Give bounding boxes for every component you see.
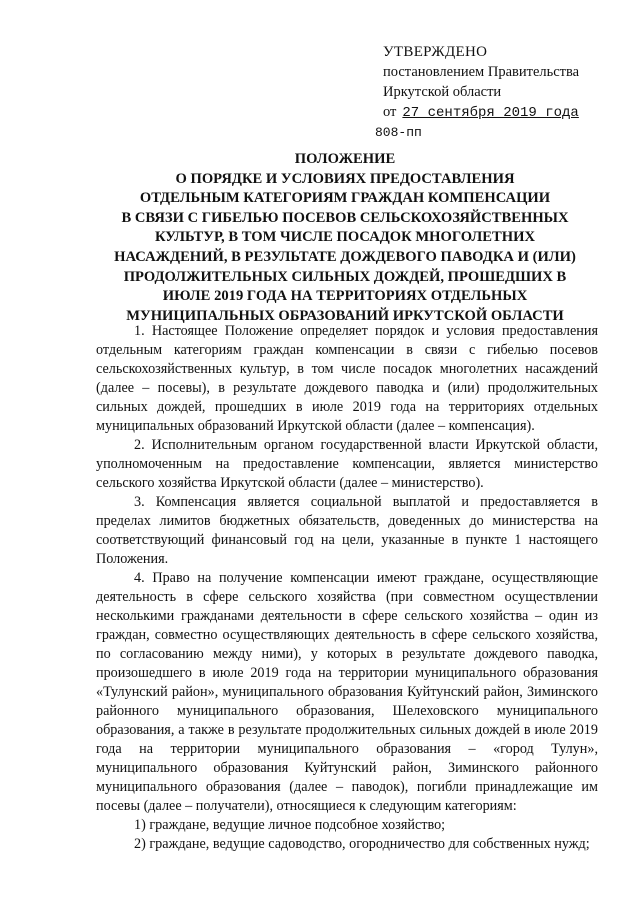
title-line: МУНИЦИПАЛЬНЫХ ОБРАЗОВАНИЙ ИРКУТСКОЙ ОБЛАСТИ [126,307,564,324]
approval-region-line: Иркутской области [383,84,502,100]
title-line: НАСАЖДЕНИЙ, В РЕЗУЛЬТАТЕ ДОЖДЕВОГО ПАВОДКА И (ИЛИ) [114,248,576,265]
approval-date-row [383,102,613,123]
approval-date: 27 сентября 2019 года [402,105,579,121]
document-title [90,150,600,326]
list-item-1: 1) граждане, ведущие личное подсобное хозяйство; [134,817,446,833]
approval-date-prefix: от [383,104,397,120]
title-line: О ПОРЯДКЕ И УСЛОВИЯХ ПРЕДОСТАВЛЕНИЯ [175,170,515,187]
paragraph-3: 3. Компенсация является социальной выплатой и предоставляется в пределах лимитов бюджетных обязательств, доведенных до министерства на соответствующий финансовый год на цели, указанные в пункте 1 настоящего Положения. [96,494,598,567]
approval-title: УТВЕРЖДЕНО [383,44,488,60]
paragraph-4: 4. Право на получение компенсации имеют граждане, осуществляющие деятельность в сфере сельского хозяйства (при совместном осуществлении несколькими гражданами деятельности в сфере сельского хозяйства – один из граждан, совместно осуществляющих деятельность в сфере сельского хозяйства, по согласованию между ними), у которых в результате дождевого паводка, произошедшего в июле 2019 года на территории муниципального образования «Тулунский район», муниципального образования Куйтунский район, Зиминского районного муниципального образования, Шелеховского муниципального образования, а также в результате продолжительных сильных дождей в июле 2019 года на территории муниципального образования – «город Тулун», муниципального образования Куйтунский район, Зиминского районного муниципального образования (далее – паводок), погибли принадлежащие им посевы (далее – получатели), относящиеся к следующим категориям: [96,570,598,814]
title-line: ОТДЕЛЬНЫМ КАТЕГОРИЯМ ГРАЖДАН КОМПЕНСАЦИИ [139,190,551,207]
list-item-2: 2) граждане, ведущие садоводство, огородничество для собственных нужд; [134,836,590,852]
title-line: КУЛЬТУР, В ТОМ ЧИСЛЕ ПОСАДОК МНОГОЛЕТНИХ [155,229,535,246]
title-line: ПОЛОЖЕНИЕ [294,151,396,167]
approval-decree-line: постановлением Правительства [383,64,580,80]
title-line: В СВЯЗИ С ГИБЕЛЬЮ ПОСЕВОВ СЕЛЬСКОХОЗЯЙСТВЕННЫХ [121,209,569,226]
document-body [96,322,598,854]
approval-number: 808-пп [375,125,422,140]
paragraph-2: 2. Исполнительным органом государственной власти Иркутской области, уполномоченным на предоставление компенсации, является министерство сельского хозяйства Иркутской области (далее – министерство). [96,437,598,491]
paragraph-1: 1. Настоящее Положение определяет порядок и условия предоставления отдельным категориям граждан компенсации в связи с гибелью посевов сельскохозяйственных культур, в том числе посадок многолетних насаждений (далее – посевы), в результате дождевого паводка и (или) продолжительных сильных дождей, прошедших в июле 2019 года на территориях отдельных муниципальных образований Иркутской области (далее – компенсация). [96,323,598,434]
approval-stamp [375,42,613,140]
title-line: ИЮЛЕ 2019 ГОДА НА ТЕРРИТОРИЯХ ОТДЕЛЬНЫХ [162,288,528,305]
title-line: ПРОДОЛЖИТЕЛЬНЫХ СИЛЬНЫХ ДОЖДЕЙ, ПРОШЕДШИХ В [123,268,567,285]
